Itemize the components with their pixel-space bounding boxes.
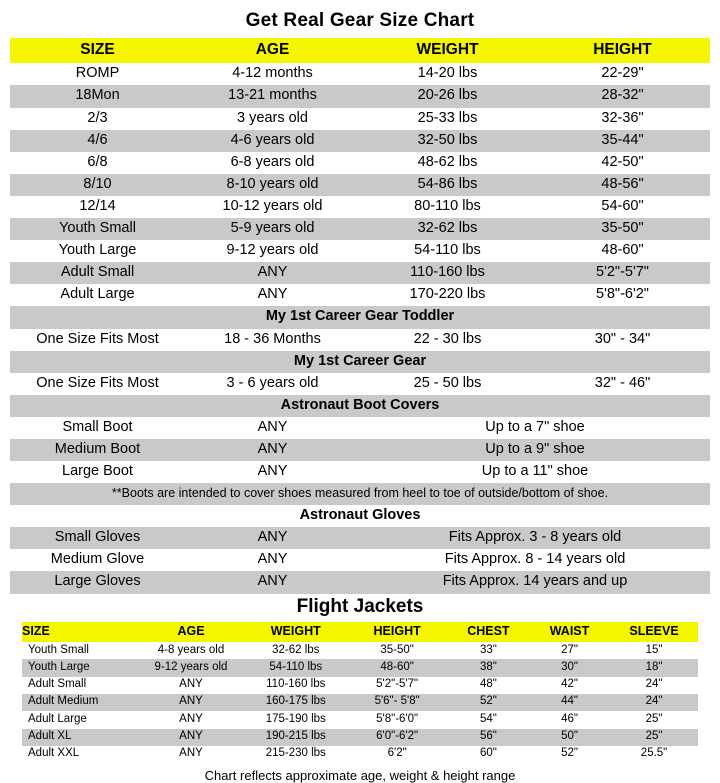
cell-size: Large Gloves (10, 571, 185, 593)
col-header-height: HEIGHT (535, 38, 710, 63)
table-row (10, 130, 710, 152)
table-row (10, 329, 710, 351)
cell-size: 4/6 (10, 130, 185, 152)
cell-height: 22-29" (535, 63, 710, 85)
boot-covers-table (10, 395, 710, 505)
page-title: Get Real Gear Size Chart (245, 10, 475, 31)
cell-chest: 33" (448, 642, 529, 659)
cell-height: 48-56" (535, 174, 710, 196)
cell-age: ANY (137, 694, 245, 711)
cell-fit: Up to a 7" shoe (360, 417, 710, 439)
flight-jackets-wrapper (10, 622, 710, 764)
cell-size: Large Boot (10, 461, 185, 483)
cell-weight: 22 - 30 lbs (360, 329, 535, 351)
cell-age: 5-9 years old (185, 218, 360, 240)
cell-weight: 190-215 lbs (245, 729, 346, 746)
cell-age: ANY (185, 571, 360, 593)
cell-size: Adult Large (10, 284, 185, 306)
section-title-career-gear-toddler: My 1st Career Gear Toddler (10, 306, 710, 328)
cell-weight: 170-220 lbs (360, 284, 535, 306)
cell-waist: 44" (529, 694, 610, 711)
cell-size: Adult XL (22, 729, 137, 746)
cell-waist: 46" (529, 711, 610, 728)
table-row (10, 174, 710, 196)
cell-height: 42-50" (535, 152, 710, 174)
cell-height: 6'0"-6'2" (346, 729, 447, 746)
cell-sleeve: 24" (610, 677, 698, 694)
cell-waist: 30" (529, 659, 610, 676)
footer-note: Chart reflects approximate age, weight & height range (204, 768, 516, 783)
cell-sleeve: 25" (610, 729, 698, 746)
cell-size: Small Boot (10, 417, 185, 439)
cell-age: 3 years old (185, 108, 360, 130)
cell-waist: 50" (529, 729, 610, 746)
cell-fit: Up to a 11" shoe (360, 461, 710, 483)
cell-weight: 160-175 lbs (245, 694, 346, 711)
cell-chest: 56" (448, 729, 529, 746)
section-header-row (10, 505, 710, 527)
col-header-age: AGE (185, 38, 360, 63)
cell-age: ANY (185, 461, 360, 483)
table-row (22, 694, 698, 711)
table-row (22, 642, 698, 659)
section-header-row (10, 395, 710, 417)
cell-weight: 25 - 50 lbs (360, 373, 535, 395)
cell-age: 4-12 months (185, 63, 360, 85)
cell-weight: 32-62 lbs (360, 218, 535, 240)
cell-weight: 54-86 lbs (360, 174, 535, 196)
table-row (10, 262, 710, 284)
table-row (10, 549, 710, 571)
cell-size: Youth Large (10, 240, 185, 262)
table-row (10, 284, 710, 306)
main-table-header-row (10, 38, 710, 63)
table-row (10, 439, 710, 461)
cell-age: ANY (185, 284, 360, 306)
col-header-weight: WEIGHT (245, 622, 346, 643)
cell-height: 5'8"-6'2" (535, 284, 710, 306)
cell-weight: 54-110 lbs (245, 659, 346, 676)
cell-age: 18 - 36 Months (185, 329, 360, 351)
section-title-flight-jackets: Flight Jackets (296, 595, 424, 617)
table-row (22, 729, 698, 746)
table-row (10, 85, 710, 107)
table-row (10, 527, 710, 549)
cell-height: 32" - 46" (535, 373, 710, 395)
cell-height: 32-36" (535, 108, 710, 130)
cell-sleeve: 25.5" (610, 746, 698, 763)
cell-sleeve: 15" (610, 642, 698, 659)
cell-height: 6'2" (346, 746, 447, 763)
cell-weight: 32-50 lbs (360, 130, 535, 152)
table-row (10, 240, 710, 262)
cell-weight: 110-160 lbs (245, 677, 346, 694)
cell-weight: 54-110 lbs (360, 240, 535, 262)
cell-weight: 48-62 lbs (360, 152, 535, 174)
cell-age: ANY (185, 527, 360, 549)
table-row (10, 63, 710, 85)
cell-age: 6-8 years old (185, 152, 360, 174)
col-header-height: HEIGHT (346, 622, 447, 643)
cell-sleeve: 18" (610, 659, 698, 676)
cell-height: 48-60" (346, 659, 447, 676)
cell-size: Adult Small (10, 262, 185, 284)
cell-sleeve: 25" (610, 711, 698, 728)
cell-chest: 48" (448, 677, 529, 694)
cell-age: 4-8 years old (137, 642, 245, 659)
table-row (22, 659, 698, 676)
cell-height: 5'6"- 5'8" (346, 694, 447, 711)
cell-age: ANY (185, 417, 360, 439)
cell-waist: 52" (529, 746, 610, 763)
cell-height: 54-60" (535, 196, 710, 218)
cell-weight: 32-62 lbs (245, 642, 346, 659)
cell-size: 6/8 (10, 152, 185, 174)
table-row (22, 746, 698, 763)
cell-weight: 14-20 lbs (360, 63, 535, 85)
cell-height: 35-50" (346, 642, 447, 659)
gloves-table (10, 505, 710, 593)
boots-note-row (10, 483, 710, 505)
cell-age: ANY (137, 677, 245, 694)
cell-height: 28-32" (535, 85, 710, 107)
cell-weight: 20-26 lbs (360, 85, 535, 107)
cell-height: 35-44" (535, 130, 710, 152)
cell-age: ANY (185, 262, 360, 284)
cell-size: ROMP (10, 63, 185, 85)
col-header-age: AGE (137, 622, 245, 643)
table-row (10, 461, 710, 483)
flight-jackets-table (22, 622, 698, 764)
cell-height: 5'2"-5'7" (346, 677, 447, 694)
cell-fit: Fits Approx. 8 - 14 years old (360, 549, 710, 571)
cell-size: 12/14 (10, 196, 185, 218)
cell-waist: 27" (529, 642, 610, 659)
cell-size: Small Gloves (10, 527, 185, 549)
cell-chest: 60" (448, 746, 529, 763)
cell-age: ANY (137, 711, 245, 728)
table-row (22, 677, 698, 694)
cell-height: 35-50" (535, 218, 710, 240)
cell-weight: 175-190 lbs (245, 711, 346, 728)
cell-size: Youth Small (22, 642, 137, 659)
cell-fit: Fits Approx. 14 years and up (360, 571, 710, 593)
cell-size: Medium Glove (10, 549, 185, 571)
section-title-gloves: Astronaut Gloves (10, 505, 710, 527)
table-row (10, 108, 710, 130)
cell-age: ANY (137, 729, 245, 746)
cell-age: ANY (137, 746, 245, 763)
cell-size: 18Mon (10, 85, 185, 107)
col-header-weight: WEIGHT (360, 38, 535, 63)
cell-weight: 110-160 lbs (360, 262, 535, 284)
cell-sleeve: 24" (610, 694, 698, 711)
col-header-sleeve: SLEEVE (610, 622, 698, 643)
cell-size: Youth Small (10, 218, 185, 240)
table-row (10, 152, 710, 174)
boots-note: **Boots are intended to cover shoes measured from heel to toe of outside/bottom of shoe. (10, 483, 710, 505)
cell-age: 9-12 years old (137, 659, 245, 676)
table-row (10, 373, 710, 395)
cell-chest: 38" (448, 659, 529, 676)
cell-weight: 80-110 lbs (360, 196, 535, 218)
career-gear-toddler-table (10, 306, 710, 394)
col-header-waist: WAIST (529, 622, 610, 643)
cell-waist: 42" (529, 677, 610, 694)
cell-age: 13-21 months (185, 85, 360, 107)
cell-age: 4-6 years old (185, 130, 360, 152)
section-title-career-gear: My 1st Career Gear (10, 351, 710, 373)
cell-age: 10-12 years old (185, 196, 360, 218)
section-header-row (10, 306, 710, 328)
cell-size: 2/3 (10, 108, 185, 130)
cell-height: 30" - 34" (535, 329, 710, 351)
cell-weight: 215-230 lbs (245, 746, 346, 763)
cell-chest: 52" (448, 694, 529, 711)
cell-chest: 54" (448, 711, 529, 728)
cell-age: ANY (185, 439, 360, 461)
table-row (10, 196, 710, 218)
section-header-row (10, 351, 710, 373)
cell-age: ANY (185, 549, 360, 571)
cell-age: 9-12 years old (185, 240, 360, 262)
cell-size: Adult Small (22, 677, 137, 694)
cell-size: Medium Boot (10, 439, 185, 461)
col-header-size: SIZE (10, 38, 185, 63)
cell-size: Youth Large (22, 659, 137, 676)
table-row (10, 218, 710, 240)
cell-size: Adult Large (22, 711, 137, 728)
cell-size: One Size Fits Most (10, 329, 185, 351)
flight-jackets-header-row (22, 622, 698, 643)
cell-height: 5'2"-5'7" (535, 262, 710, 284)
main-size-table-body (10, 38, 710, 306)
cell-weight: 25-33 lbs (360, 108, 535, 130)
cell-size: One Size Fits Most (10, 373, 185, 395)
main-size-table (10, 38, 710, 306)
table-row (10, 571, 710, 593)
cell-fit: Fits Approx. 3 - 8 years old (360, 527, 710, 549)
cell-size: 8/10 (10, 174, 185, 196)
cell-fit: Up to a 9" shoe (360, 439, 710, 461)
section-title-boot-covers: Astronaut Boot Covers (10, 395, 710, 417)
col-header-chest: CHEST (448, 622, 529, 643)
col-header-size: SIZE (22, 622, 137, 643)
cell-size: Adult Medium (22, 694, 137, 711)
cell-height: 5'8"-6'0" (346, 711, 447, 728)
cell-age: 8-10 years old (185, 174, 360, 196)
cell-age: 3 - 6 years old (185, 373, 360, 395)
table-row (10, 417, 710, 439)
cell-size: Adult XXL (22, 746, 137, 763)
cell-height: 48-60" (535, 240, 710, 262)
